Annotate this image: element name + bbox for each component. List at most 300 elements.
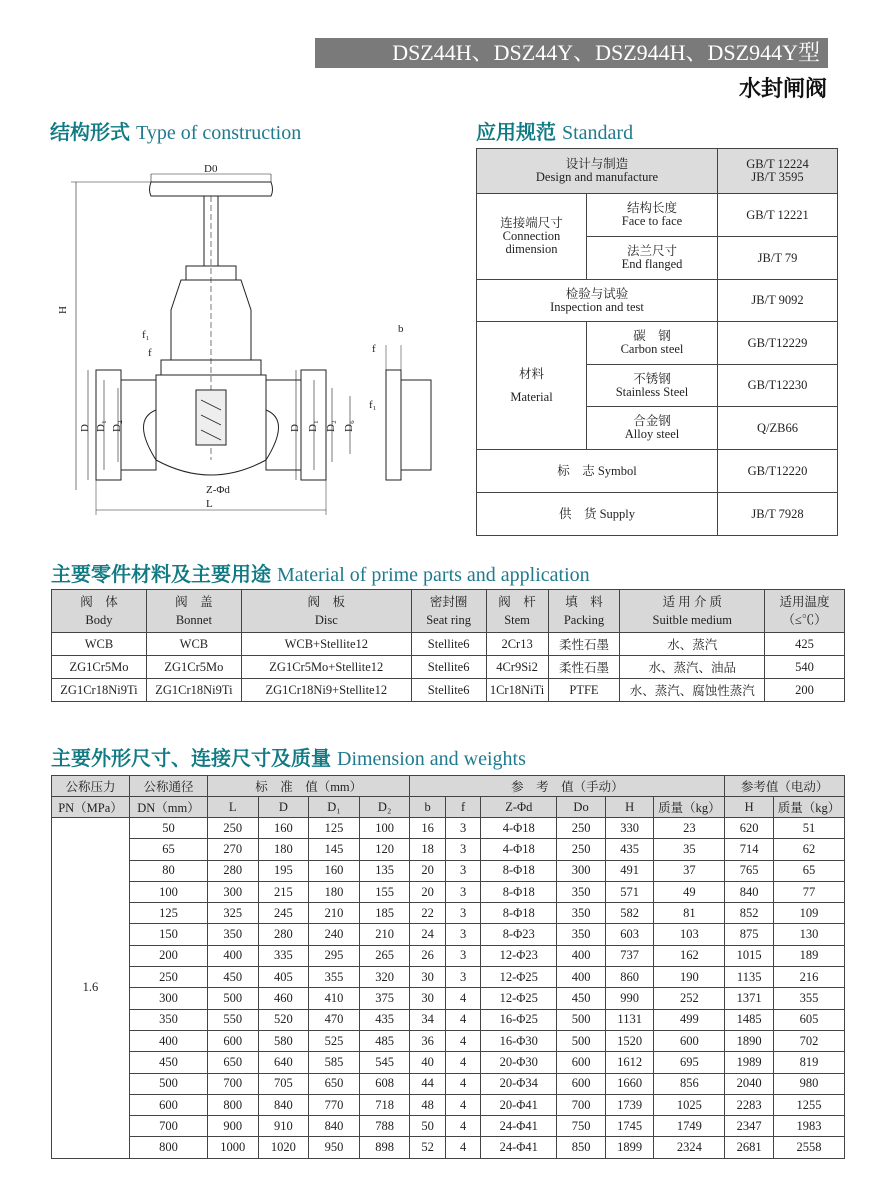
section-cn: 结构形式 <box>50 120 130 144</box>
section-cn: 主要外形尺寸、连接尺寸及质量 <box>51 746 331 770</box>
dimension-cell: 215 <box>258 881 309 902</box>
std-stainless: 不锈钢 Stainless Steel <box>587 365 718 407</box>
dimension-cell: 718 <box>359 1094 410 1115</box>
std-flange: 法兰尺寸 End flanged <box>587 237 718 280</box>
dimension-cell: 4 <box>445 1009 480 1030</box>
dimension-cell: 195 <box>258 860 309 881</box>
dimension-cell: 180 <box>258 839 309 860</box>
std-alloy: 合金钢 Alloy steel <box>587 407 718 450</box>
dimension-cell: 3 <box>445 967 480 988</box>
dimension-cell: 485 <box>359 1030 410 1051</box>
std-symbol: 标 志 Symbol <box>477 450 718 493</box>
std-connection: 连接端尺寸 Connection dimension <box>477 194 587 280</box>
dimension-cell: 4 <box>445 1052 480 1073</box>
dim-sub-header: 质量（kg） <box>773 797 844 818</box>
dimension-cell: 500 <box>557 1009 606 1030</box>
dimension-cell: 2040 <box>725 1073 774 1094</box>
material-cell: PTFE <box>548 679 620 702</box>
dimension-cell: 77 <box>773 881 844 902</box>
dimension-cell: 216 <box>773 967 844 988</box>
std-face-value: GB/T 12221 <box>718 194 838 237</box>
dimension-cell: 4 <box>445 1073 480 1094</box>
dimension-cell: 350 <box>557 903 606 924</box>
material-cell: 1Cr18NiTi <box>486 679 548 702</box>
dimension-cell: 4 <box>445 1030 480 1051</box>
dimension-cell: 585 <box>309 1052 360 1073</box>
dim-h-ref: 参 考 值（手动） <box>410 776 725 797</box>
dimension-cell: 2681 <box>725 1137 774 1158</box>
label-f1: f₁ <box>142 329 150 341</box>
dimension-cell: 1015 <box>725 945 774 966</box>
material-cell: ZG1Cr18Ni9Ti <box>146 679 241 702</box>
dimension-cell: 765 <box>725 860 774 881</box>
dimension-cell: 320 <box>359 967 410 988</box>
dimension-cell: 3 <box>445 881 480 902</box>
dimension-cell: 3 <box>445 945 480 966</box>
dimension-cell: 700 <box>207 1073 258 1094</box>
dimension-cell: 600 <box>557 1073 606 1094</box>
dimension-cell: 852 <box>725 903 774 924</box>
dim-h-pn-unit: PN（MPa） <box>52 797 130 818</box>
dimension-cell: 750 <box>557 1116 606 1137</box>
std-supply: 供 货 Supply <box>477 493 718 536</box>
dimension-cell: 650 <box>309 1073 360 1094</box>
dimension-cell: 400 <box>557 967 606 988</box>
dimension-row <box>52 1009 845 1030</box>
dimension-cell: 20 <box>410 860 445 881</box>
dimension-cell: 3 <box>445 903 480 924</box>
dimension-cell: 3 <box>445 818 480 839</box>
dimension-cell: 155 <box>359 881 410 902</box>
dim-h-dn-unit: DN（mm） <box>129 797 207 818</box>
material-cell: ZG1Cr18Ni9Ti <box>52 679 147 702</box>
dim-sub-header: b <box>410 797 445 818</box>
std-supply-value: JB/T 7928 <box>718 493 838 536</box>
dimension-row <box>52 1137 845 1158</box>
dimension-cell: 990 <box>605 988 654 1009</box>
gate-disc <box>196 390 226 445</box>
section-standard <box>476 116 633 145</box>
material-cell: WCB+Stellite12 <box>241 633 411 656</box>
dimension-cell: 8-Φ18 <box>481 860 557 881</box>
dimension-cell: 150 <box>129 924 207 945</box>
material-row <box>52 679 845 702</box>
material-cell: WCB <box>146 633 241 656</box>
dimension-row <box>52 1073 845 1094</box>
material-cell: 柔性石墨 <box>548 633 620 656</box>
dimension-cell: 44 <box>410 1073 445 1094</box>
material-cell: ZG1Cr5Mo <box>52 656 147 679</box>
dimension-cell: 714 <box>725 839 774 860</box>
label-f-detail: f <box>372 343 376 355</box>
material-row <box>52 633 845 656</box>
dimension-cell: 100 <box>129 881 207 902</box>
dimension-cell: 1983 <box>773 1116 844 1137</box>
dimension-cell: 250 <box>207 818 258 839</box>
dimension-cell: 335 <box>258 945 309 966</box>
dimension-cell: 24 <box>410 924 445 945</box>
dim-sub-header: 质量（kg） <box>654 797 725 818</box>
dimension-cell: 1371 <box>725 988 774 1009</box>
dimension-cell: 190 <box>654 967 725 988</box>
dimension-cell: 1520 <box>605 1030 654 1051</box>
material-cell: 425 <box>765 633 845 656</box>
dimension-cell: 295 <box>309 945 360 966</box>
dimension-cell: 1131 <box>605 1009 654 1030</box>
dimension-cell: 1000 <box>207 1137 258 1158</box>
material-cell: 2Cr13 <box>486 633 548 656</box>
dimension-cell: 3 <box>445 839 480 860</box>
label-d6: D₆ <box>343 420 355 432</box>
dimension-cell: 49 <box>654 881 725 902</box>
label-f1-detail: f₁ <box>369 399 377 411</box>
dimension-cell: 545 <box>359 1052 410 1073</box>
dimension-cell: 1660 <box>605 1073 654 1094</box>
dimension-cell: 1025 <box>654 1094 725 1115</box>
dimension-cell: 12-Φ25 <box>481 967 557 988</box>
dimension-cell: 840 <box>309 1116 360 1137</box>
dimension-cell: 50 <box>129 818 207 839</box>
dimension-cell: 3 <box>445 924 480 945</box>
dimension-cell: 4-Φ18 <box>481 818 557 839</box>
dimension-cell: 350 <box>207 924 258 945</box>
dimension-row <box>52 945 845 966</box>
dimension-cell: 4 <box>445 1137 480 1158</box>
dimension-cell: 620 <box>725 818 774 839</box>
dimension-cell: 950 <box>309 1137 360 1158</box>
label-d0: D0 <box>204 163 218 175</box>
dimension-cell: 400 <box>557 945 606 966</box>
dimension-row <box>52 903 845 924</box>
section-en: Material of prime parts and application <box>277 564 590 586</box>
section-dimensions <box>51 742 526 771</box>
dimension-row <box>52 860 845 881</box>
handwheel <box>150 182 273 196</box>
dimension-cell: 125 <box>309 818 360 839</box>
dimension-cell: 250 <box>129 967 207 988</box>
dimension-cell: 4-Φ18 <box>481 839 557 860</box>
section-cn: 应用规范 <box>476 120 556 144</box>
dim-sub-header: D <box>258 797 309 818</box>
dimension-cell: 2324 <box>654 1137 725 1158</box>
std-inspection-value: JB/T 9092 <box>718 280 838 322</box>
dimension-cell: 65 <box>773 860 844 881</box>
label-zd: Z-Φd <box>206 484 230 496</box>
dimension-cell: 450 <box>557 988 606 1009</box>
dimension-cell: 898 <box>359 1137 410 1158</box>
valve-construction-drawing <box>56 160 446 530</box>
dimension-cell: 499 <box>654 1009 725 1030</box>
material-col-header: 适用温度 （≤℃） <box>765 590 845 633</box>
dimension-cell: 30 <box>410 988 445 1009</box>
dimension-cell: 300 <box>207 881 258 902</box>
dimension-cell: 435 <box>605 839 654 860</box>
dim-sub-header: H <box>605 797 654 818</box>
dimension-cell: 491 <box>605 860 654 881</box>
dimension-cell: 350 <box>557 924 606 945</box>
dimension-cell: 600 <box>654 1030 725 1051</box>
dimension-cell: 400 <box>207 945 258 966</box>
dimension-cell: 875 <box>725 924 774 945</box>
dim-sub-header: f <box>445 797 480 818</box>
dimension-row <box>52 1116 845 1137</box>
dimension-cell: 1890 <box>725 1030 774 1051</box>
dimension-cell: 270 <box>207 839 258 860</box>
dimension-cell: 100 <box>359 818 410 839</box>
label-h: H <box>57 306 69 314</box>
dimension-cell: 280 <box>258 924 309 945</box>
dimension-cell: 130 <box>773 924 844 945</box>
dimension-cell: 160 <box>309 860 360 881</box>
dimension-cell: 600 <box>129 1094 207 1115</box>
dimension-cell: 48 <box>410 1094 445 1115</box>
dimension-cell: 8-Φ23 <box>481 924 557 945</box>
dimension-cell: 34 <box>410 1009 445 1030</box>
material-cell: Stellite6 <box>411 656 486 679</box>
material-cell: 柔性石墨 <box>548 656 620 679</box>
label-d: D <box>79 424 91 432</box>
dimension-cell: 705 <box>258 1073 309 1094</box>
dim-h-pn: 公称压力 <box>52 776 130 797</box>
dimension-cell: 37 <box>654 860 725 881</box>
std-carbon: 碳 钢 Carbon steel <box>587 322 718 365</box>
dimension-table <box>51 775 845 1159</box>
label-d1: D₁ <box>95 420 107 432</box>
dimension-cell: 850 <box>557 1137 606 1158</box>
dimension-cell: 20-Φ41 <box>481 1094 557 1115</box>
dimension-cell: 20 <box>410 881 445 902</box>
dimension-cell: 702 <box>773 1030 844 1051</box>
dim-sub-header: D₂ <box>359 797 410 818</box>
dimension-cell: 24-Φ41 <box>481 1137 557 1158</box>
dimension-cell: 900 <box>207 1116 258 1137</box>
dimension-cell: 525 <box>309 1030 360 1051</box>
dimension-cell: 265 <box>359 945 410 966</box>
dimension-cell: 840 <box>258 1094 309 1115</box>
material-col-header: 适 用 介 质 Suitble medium <box>620 590 765 633</box>
dimension-cell: 500 <box>129 1073 207 1094</box>
dimension-cell: 8-Φ18 <box>481 903 557 924</box>
dimension-cell: 650 <box>207 1052 258 1073</box>
dimension-cell: 16-Φ25 <box>481 1009 557 1030</box>
dimension-cell: 580 <box>258 1030 309 1051</box>
dimension-row <box>52 818 845 839</box>
section-en: Dimension and weights <box>337 748 526 770</box>
dimension-cell: 145 <box>309 839 360 860</box>
dim-sub-header: D₁ <box>309 797 360 818</box>
dimension-row <box>52 1052 845 1073</box>
dimension-cell: 1899 <box>605 1137 654 1158</box>
dimension-cell: 16-Φ30 <box>481 1030 557 1051</box>
label-b: b <box>398 323 404 335</box>
dimension-cell: 2283 <box>725 1094 774 1115</box>
dimension-row <box>52 881 845 902</box>
model-banner: DSZ44H、DSZ44Y、DSZ944H、DSZ944Y型 <box>315 38 828 68</box>
label-d-detail: D <box>289 424 301 432</box>
dimension-cell: 571 <box>605 881 654 902</box>
dimension-cell: 350 <box>557 881 606 902</box>
dimension-cell: 109 <box>773 903 844 924</box>
material-cell: Stellite6 <box>411 633 486 656</box>
material-table <box>51 589 845 702</box>
dimension-cell: 240 <box>309 924 360 945</box>
material-row <box>52 656 845 679</box>
dim-sub-header: H <box>725 797 774 818</box>
material-col-header: 阀 体 Body <box>52 590 147 633</box>
dimension-cell: 200 <box>129 945 207 966</box>
dimension-cell: 51 <box>773 818 844 839</box>
std-flange-value: JB/T 79 <box>718 237 838 280</box>
dimension-row <box>52 988 845 1009</box>
dimension-cell: 300 <box>557 860 606 881</box>
dimension-cell: 40 <box>410 1052 445 1073</box>
section-materials <box>51 558 590 587</box>
dimension-cell: 12-Φ25 <box>481 988 557 1009</box>
dimension-cell: 640 <box>258 1052 309 1073</box>
dimension-cell: 30 <box>410 967 445 988</box>
dimension-cell: 4 <box>445 1116 480 1137</box>
dimension-cell: 36 <box>410 1030 445 1051</box>
dimension-cell: 189 <box>773 945 844 966</box>
dimension-cell: 355 <box>309 967 360 988</box>
material-cell: 水、蒸汽、腐蚀性蒸汽 <box>620 679 765 702</box>
dimension-row <box>52 1030 845 1051</box>
dimension-cell: 52 <box>410 1137 445 1158</box>
dimension-cell: 135 <box>359 860 410 881</box>
dimension-cell: 280 <box>207 860 258 881</box>
label-d2: D₂ <box>111 420 123 432</box>
dimension-cell: 2558 <box>773 1137 844 1158</box>
dim-h-dn: 公称通径 <box>129 776 207 797</box>
material-header-row <box>52 590 845 633</box>
dimension-cell: 35 <box>654 839 725 860</box>
dimension-cell: 410 <box>309 988 360 1009</box>
dimension-cell: 20-Φ34 <box>481 1073 557 1094</box>
dimension-cell: 695 <box>654 1052 725 1073</box>
dimension-cell: 1135 <box>725 967 774 988</box>
label-d1-detail: D₁ <box>307 420 319 432</box>
material-cell: ZG1Cr18Ni9+Stellite12 <box>241 679 411 702</box>
dimension-row <box>52 967 845 988</box>
dimension-cell: 860 <box>605 967 654 988</box>
material-cell: ZG1Cr5Mo+Stellite12 <box>241 656 411 679</box>
label-l: L <box>206 498 213 510</box>
dimension-cell: 1485 <box>725 1009 774 1030</box>
section-cn: 主要零件材料及主要用途 <box>51 562 271 586</box>
dimension-cell: 603 <box>605 924 654 945</box>
std-stainless-value: GB/T12230 <box>718 365 838 407</box>
dimension-cell: 81 <box>654 903 725 924</box>
dimension-cell: 460 <box>258 988 309 1009</box>
dimension-cell: 608 <box>359 1073 410 1094</box>
dimension-row <box>52 1094 845 1115</box>
dimension-cell: 1612 <box>605 1052 654 1073</box>
dimension-cell: 103 <box>654 924 725 945</box>
material-col-header: 填 料 Packing <box>548 590 620 633</box>
dimension-cell: 550 <box>207 1009 258 1030</box>
section-en: Standard <box>562 122 634 144</box>
dimension-cell: 800 <box>129 1137 207 1158</box>
material-cell: 540 <box>765 656 845 679</box>
dimension-cell: 405 <box>258 967 309 988</box>
label-d2-detail: D₂ <box>325 420 337 432</box>
dimension-cell: 737 <box>605 945 654 966</box>
dim-sub-header: L <box>207 797 258 818</box>
dimension-cell: 162 <box>654 945 725 966</box>
dimension-cell: 250 <box>557 839 606 860</box>
dimension-cell: 210 <box>359 924 410 945</box>
dimension-cell: 400 <box>129 1030 207 1051</box>
dimension-cell: 300 <box>129 988 207 1009</box>
material-cell: 水、蒸汽 <box>620 633 765 656</box>
dimension-cell: 20-Φ30 <box>481 1052 557 1073</box>
dimension-cell: 1745 <box>605 1116 654 1137</box>
std-design-value: GB/T 12224 JB/T 3595 <box>718 149 838 194</box>
dimension-cell: 700 <box>129 1116 207 1137</box>
label-f: f <box>148 347 152 359</box>
dimension-cell: 980 <box>773 1073 844 1094</box>
dimension-cell: 600 <box>557 1052 606 1073</box>
dimension-cell: 80 <box>129 860 207 881</box>
dimension-cell: 3 <box>445 860 480 881</box>
dimension-cell: 16 <box>410 818 445 839</box>
section-construction <box>50 116 301 145</box>
std-design: 设计与制造 Design and manufacture <box>477 149 718 194</box>
dimension-row <box>52 839 845 860</box>
std-material: 材料 Material <box>477 322 587 450</box>
dimension-cell: 8-Φ18 <box>481 881 557 902</box>
dimension-cell: 910 <box>258 1116 309 1137</box>
flange-detail <box>386 370 401 480</box>
dim-h-std: 标 准 值（mm） <box>207 776 410 797</box>
dim-pn-cell: 1.6 <box>52 818 130 1159</box>
dimension-cell: 700 <box>557 1094 606 1115</box>
material-cell: 200 <box>765 679 845 702</box>
standard-table <box>476 148 838 536</box>
dimension-cell: 210 <box>309 903 360 924</box>
std-symbol-value: GB/T12220 <box>718 450 838 493</box>
dimension-cell: 470 <box>309 1009 360 1030</box>
dimension-cell: 1749 <box>654 1116 725 1137</box>
dim-sub-header: Do <box>557 797 606 818</box>
dimension-cell: 375 <box>359 988 410 1009</box>
dim-sub-header: Z-Φd <box>481 797 557 818</box>
material-col-header: 阀 杆 Stem <box>486 590 548 633</box>
dim-h-elec: 参考值（电动） <box>725 776 845 797</box>
dimension-cell: 770 <box>309 1094 360 1115</box>
dimension-cell: 1020 <box>258 1137 309 1158</box>
dimension-cell: 350 <box>129 1009 207 1030</box>
material-col-header: 阀 盖 Bonnet <box>146 590 241 633</box>
dimension-cell: 18 <box>410 839 445 860</box>
section-en: Type of construction <box>136 122 302 144</box>
dimension-cell: 245 <box>258 903 309 924</box>
dimension-cell: 4 <box>445 1094 480 1115</box>
std-face: 结构长度 Face to face <box>587 194 718 237</box>
material-cell: 4Cr9Si2 <box>486 656 548 679</box>
material-cell: WCB <box>52 633 147 656</box>
std-carbon-value: GB/T12229 <box>718 322 838 365</box>
product-title: 水封闸阀 <box>738 77 827 102</box>
dimension-cell: 582 <box>605 903 654 924</box>
dimension-cell: 1989 <box>725 1052 774 1073</box>
dimension-cell: 26 <box>410 945 445 966</box>
dimension-cell: 600 <box>207 1030 258 1051</box>
dimension-row <box>52 924 845 945</box>
dimension-cell: 856 <box>654 1073 725 1094</box>
dimension-cell: 65 <box>129 839 207 860</box>
dimension-cell: 520 <box>258 1009 309 1030</box>
